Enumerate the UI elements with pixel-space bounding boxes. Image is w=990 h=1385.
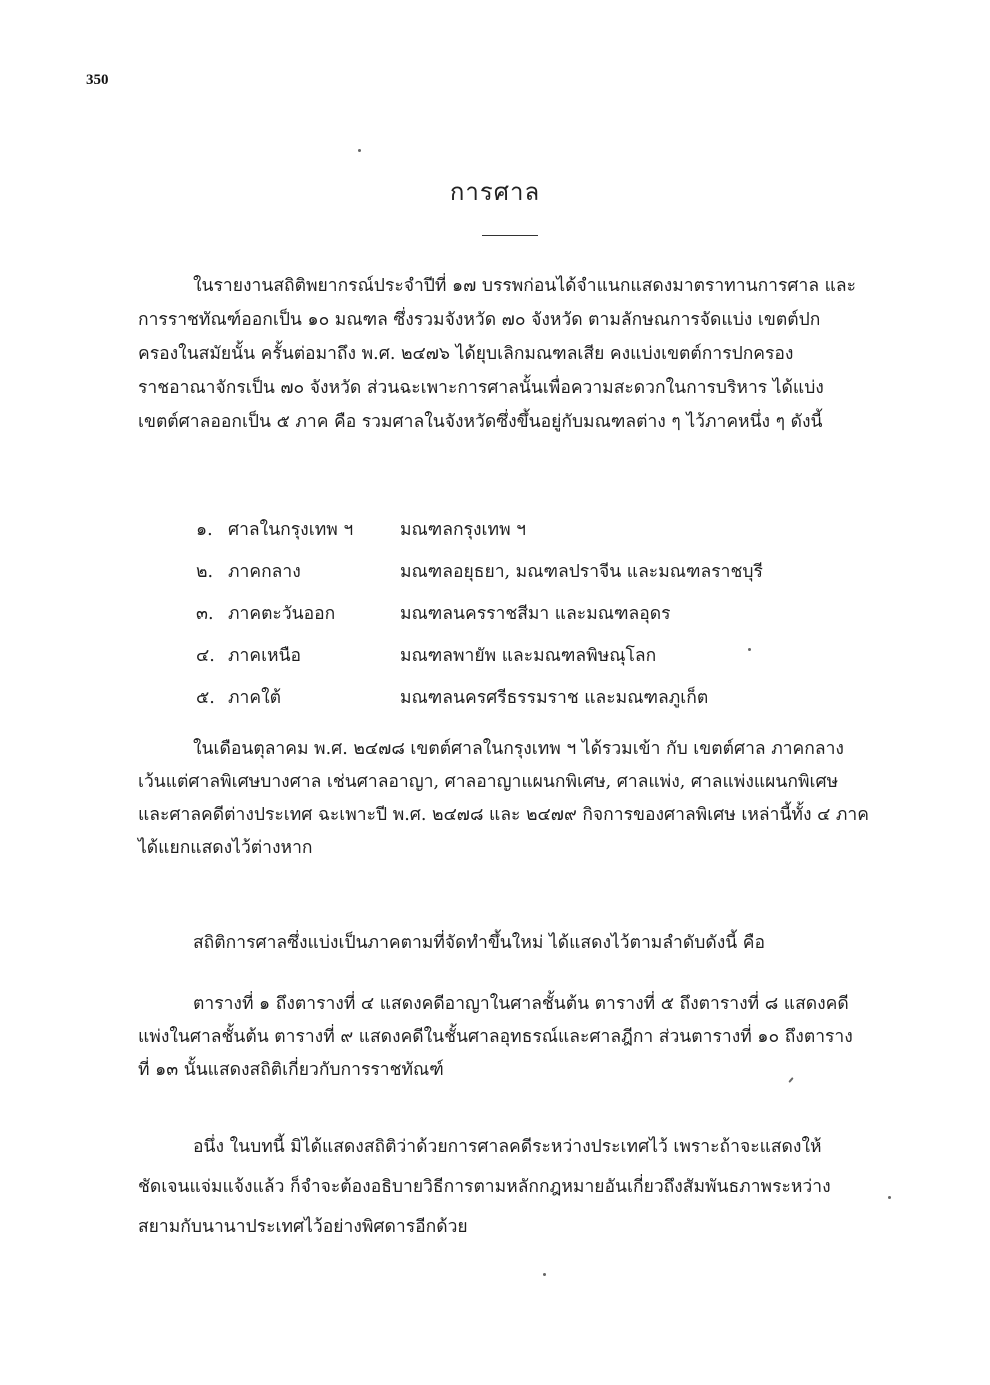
paragraph-line: เว้นแต่ศาลพิเศษบางศาล เช่นศาลอาญา, ศาลอาญาแผนกพิเศษ, ศาลแพ่ง, ศาลแพ่งแผนกพิเศษ bbox=[138, 772, 839, 792]
paragraph-international-note bbox=[138, 1132, 878, 1242]
paragraph-line: ชัดเจนแจ่มแจ้งแล้ว ก็จำจะต้องอธิบายวิธีการตามหลักกฎหมายอันเกี่ยวถึงสัมพันธภาพระหว่าง bbox=[138, 1177, 831, 1197]
paragraph-line: อนึ่ง ในบทนี้ มิได้แสดงสถิติว่าด้วยการศาลคดีระหว่างประเทศไว้ เพราะถ้าจะแสดงให้ bbox=[193, 1137, 822, 1157]
paragraph-line: และศาลคดีต่างประเทศ ฉะเพาะปี พ.ศ. ๒๔๗๘ และ ๒๔๗๙ กิจการของศาลพิเศษ เหล่านี้ทั้ง ๔ ภาค bbox=[138, 805, 869, 825]
page-number: 350 bbox=[86, 72, 109, 88]
region-provinces: มณฑลนครราชสีมา และมณฑลอุดร bbox=[400, 604, 671, 624]
paragraph-court-division-intro bbox=[138, 271, 878, 437]
paragraph-line: ตารางที่ ๑ ถึงตารางที่ ๔ แสดงคดีอาญาในศาลชั้นต้น ตารางที่ ๕ ถึงตารางที่ ๘ แสดงคดี bbox=[193, 994, 849, 1014]
paragraph-line: สถิติการศาลซึ่งแบ่งเป็นภาคตามที่จัดทำขึ้นใหม่ ได้แสดงไว้ตามลำดับดังนี้ คือ bbox=[193, 933, 766, 953]
region-name: ภาคกลาง bbox=[228, 562, 301, 582]
paragraph-line: เขตต์ศาลออกเป็น ๕ ภาค คือ รวมศาลในจังหวัดซึ่งขึ้นอยู่กับมณฑลต่าง ๆ ไว้ภาคหนึ่ง ๆ ดังนี้ bbox=[138, 412, 823, 432]
paragraph-statistics-order bbox=[138, 928, 878, 958]
list-item bbox=[196, 634, 876, 676]
paragraph-line: ครองในสมัยนั้น ครั้นต่อมาถึง พ.ศ. ๒๔๗๖ ได้ยุบเลิกมณฑลเสีย คงแบ่งเขตต์การปกครอง bbox=[138, 344, 794, 364]
paragraph-line: สยามกับนานาประเทศไว้อย่างพิศดารอีกด้วย bbox=[138, 1217, 468, 1237]
paragraph-line: แพ่งในศาลชั้นต้น ตารางที่ ๙ แสดงคดีในชั้นศาลอุทธรณ์และศาลฎีกา ส่วนตารางที่ ๑๐ ถึงตาราง bbox=[138, 1027, 853, 1047]
region-provinces: มณฑลอยุธยา, มณฑลปราจีน และมณฑลราชบุรี bbox=[400, 562, 763, 582]
paragraph-line: ในรายงานสถิติพยากรณ์ประจำปีที่ ๑๗ บรรพก่อนได้จำแนกแสดงมาตราทานการศาล และ bbox=[193, 276, 857, 296]
paragraph-line: การราชทัณฑ์ออกเป็น ๑๐ มณฑล ซึ่งรวมจังหวัด ๗๐ จังหวัด ตามลักษณการจัดแบ่ง เขตต์ปก bbox=[138, 310, 821, 330]
title-divider bbox=[482, 235, 538, 236]
page-title: การศาล bbox=[449, 178, 541, 206]
region-provinces: มณฑลกรุงเทพ ฯ bbox=[400, 520, 527, 540]
list-item bbox=[196, 550, 876, 592]
region-name: ศาลในกรุงเทพ ฯ bbox=[228, 520, 354, 540]
list-item bbox=[196, 592, 876, 634]
region-name: ภาคใต้ bbox=[228, 688, 281, 708]
region-number: ๒. bbox=[196, 562, 214, 582]
scan-speck bbox=[358, 149, 361, 152]
paragraph-bangkok-merger bbox=[138, 734, 878, 863]
paragraph-line: ที่ ๑๓ นั้นแสดงสถิติเกี่ยวกับการราชทัณฑ์ bbox=[138, 1060, 444, 1080]
region-number: ๑. bbox=[196, 520, 213, 540]
region-number: ๓. bbox=[196, 604, 214, 624]
paragraph-line: ได้แยกแสดงไว้ต่างหาก bbox=[138, 838, 313, 858]
scan-speck bbox=[748, 648, 751, 651]
scan-speck bbox=[888, 1196, 891, 1199]
paragraph-line: ราชอาณาจักรเป็น ๗๐ จังหวัด ส่วนฉะเพาะการศาลนั้นเพื่อความสะดวกในการบริหาร ได้แบ่ง bbox=[138, 378, 824, 398]
list-item bbox=[196, 508, 876, 550]
paragraph-line: ในเดือนตุลาคม พ.ศ. ๒๔๗๘ เขตต์ศาลในกรุงเทพ ฯ ได้รวมเข้า กับ เขตต์ศาล ภาคกลาง bbox=[193, 739, 844, 759]
paragraph-table-contents bbox=[138, 989, 878, 1085]
list-item bbox=[196, 676, 876, 718]
region-provinces: มณฑลนครศรีธรรมราช และมณฑลภูเก็ต bbox=[400, 688, 709, 708]
region-number: ๔. bbox=[196, 646, 215, 666]
region-provinces: มณฑลพายัพ และมณฑลพิษณุโลก bbox=[400, 646, 657, 666]
region-name: ภาคเหนือ bbox=[228, 646, 302, 666]
region-name: ภาคตะวันออก bbox=[228, 604, 336, 624]
court-region-list bbox=[196, 508, 876, 718]
scan-speck bbox=[543, 1273, 546, 1276]
region-number: ๕. bbox=[196, 688, 215, 708]
